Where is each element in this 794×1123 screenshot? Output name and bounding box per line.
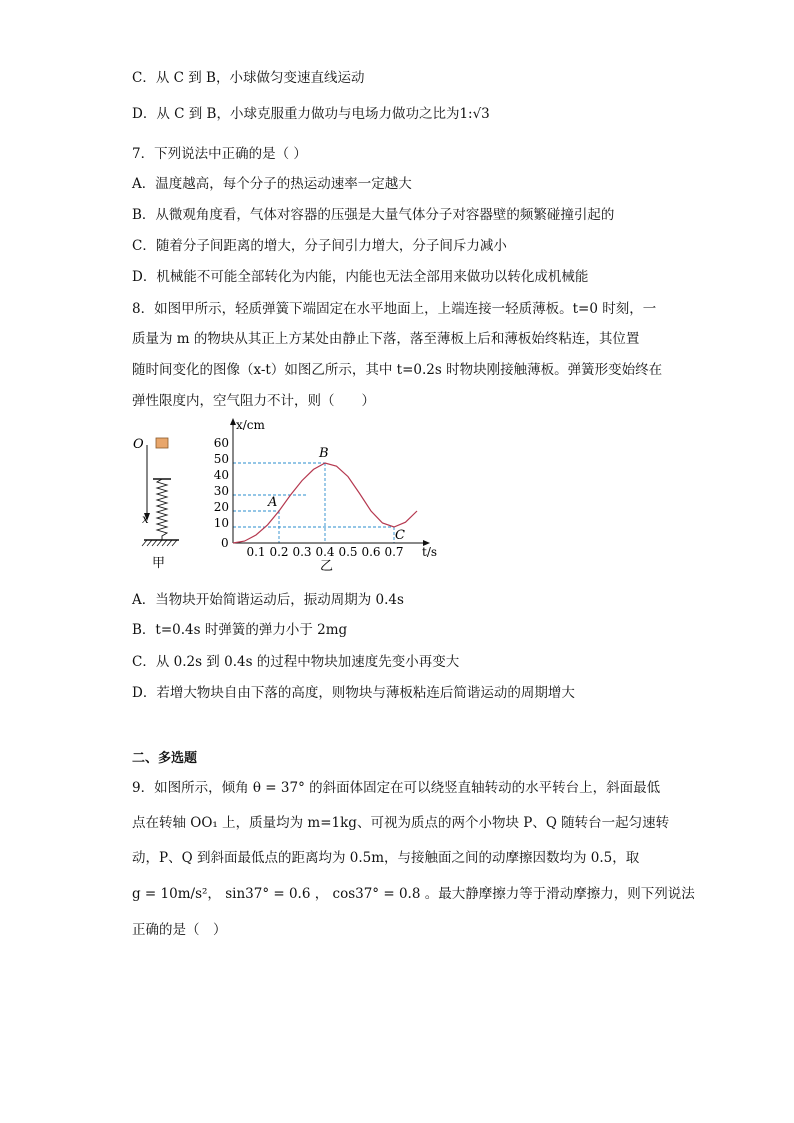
question-8-line4: 弹性限度内，空气阻力不计，则（ ） — [132, 393, 375, 409]
option-7a: A．温度越高，每个分子的热运动速率一定越大 — [132, 176, 412, 192]
question-9-line5: 正确的是（ ） — [132, 922, 227, 938]
x-tick-0.3: 0.3 — [292, 545, 312, 559]
option-8c: C．从 0.2s 到 0.4s 的过程中物块加速度先变小再变大 — [132, 654, 460, 670]
y-tick-20: 20 — [213, 500, 229, 514]
point-c-label: C — [395, 528, 405, 543]
question-7-stem: 7．下列说法中正确的是（ ） — [132, 146, 307, 162]
x-tick-0.2: 0.2 — [269, 545, 289, 559]
option-6c: C．从 C 到 B，小球做匀变速直线运动 — [132, 70, 365, 86]
yi-caption: 乙 — [320, 559, 334, 574]
y-tick-30: 30 — [213, 484, 229, 498]
option-8d: D．若增大物块自由下落的高度，则物块与薄板粘连后简谐运动的周期增大 — [132, 685, 575, 701]
x-tick-labels — [246, 545, 403, 559]
jia-axis-label: x — [142, 512, 149, 526]
y-tick-60: 60 — [213, 436, 229, 450]
x-tick-0.5: 0.5 — [338, 545, 358, 559]
y-tick-labels — [214, 436, 229, 530]
origin-tick-label: 0 — [221, 536, 229, 550]
chart-guides — [233, 463, 394, 543]
option-6d: D．从 C 到 B，小球克服重力做功与电场力做功之比为1:√3 — [132, 106, 490, 122]
jia-spring — [157, 479, 167, 540]
jia-origin-label: O — [133, 437, 144, 452]
y-tick-40: 40 — [213, 468, 229, 482]
x-tick-0.7: 0.7 — [384, 545, 404, 559]
option-7c: C．随着分子间距离的增大，分子间引力增大，分子间斥力减小 — [132, 238, 507, 254]
figure-jia — [133, 437, 179, 571]
x-tick-0.1: 0.1 — [246, 545, 266, 559]
option-7d: D．机械能不可能全部转化为内能，内能也无法全部用来做功以转化成机械能 — [132, 269, 589, 285]
jia-caption: 甲 — [152, 556, 166, 571]
question-9-line1: 9．如图所示，倾角 θ = 37° 的斜面体固定在可以绕竖直轴转动的水平转台上，斜面最低 — [132, 780, 661, 796]
option-8b: B．t=0.4s 时弹簧的弹力小于 2mg — [132, 622, 348, 638]
x-tick-0.4: 0.4 — [315, 545, 335, 559]
figure-spring-and-graph — [125, 415, 445, 580]
figure-yi — [214, 418, 437, 574]
question-9-line4: g = 10m/s²， sin37° = 0.6 ， cos37° = 0.8 。最大静摩擦力等于滑动摩擦力，则下列说法 — [132, 886, 695, 902]
x-tick-0.6: 0.6 — [361, 545, 381, 559]
x-axis-label: t/s — [422, 545, 438, 559]
option-8a: A．当物块开始简谐运动后，振动周期为 0.4s — [132, 592, 404, 608]
y-tick-50: 50 — [213, 452, 229, 466]
question-8-line1: 8．如图甲所示，轻质弹簧下端固定在水平地面上，上端连接一轻质薄板。t=0 时刻，一 — [132, 301, 657, 317]
question-8-line2: 质量为 m 的物块从其正上方某处由静止下落，落至薄板上后和薄板始终粘连，其位置 — [132, 331, 640, 347]
point-a-label: A — [268, 495, 278, 510]
jia-ground-hatch — [142, 540, 177, 546]
question-8-line3: 随时间变化的图像（x-t）如图乙所示，其中 t=0.2s 时物块刚接触薄板。弹簧形变始终在 — [132, 362, 663, 378]
jia-block — [156, 438, 168, 448]
y-tick-10: 10 — [213, 516, 229, 530]
question-9-line3: 动，P、Q 到斜面最低点的距离均为 0.5m，与接触面之间的动摩擦因数均为 0.5，取 — [132, 850, 640, 866]
y-axis-label: x/cm — [236, 418, 265, 432]
option-7b: B．从微观角度看，气体对容器的压强是大量气体分子对容器壁的频繁碰撞引起的 — [132, 207, 615, 223]
question-9-line2: 点在转轴 OO₁ 上，质量均为 m=1kg、可视为质点的两个小物块 P、Q 随转台一起匀速转 — [132, 815, 670, 831]
section-title-multi-choice: 二、多选题 — [132, 751, 198, 766]
point-b-label: B — [319, 446, 329, 461]
